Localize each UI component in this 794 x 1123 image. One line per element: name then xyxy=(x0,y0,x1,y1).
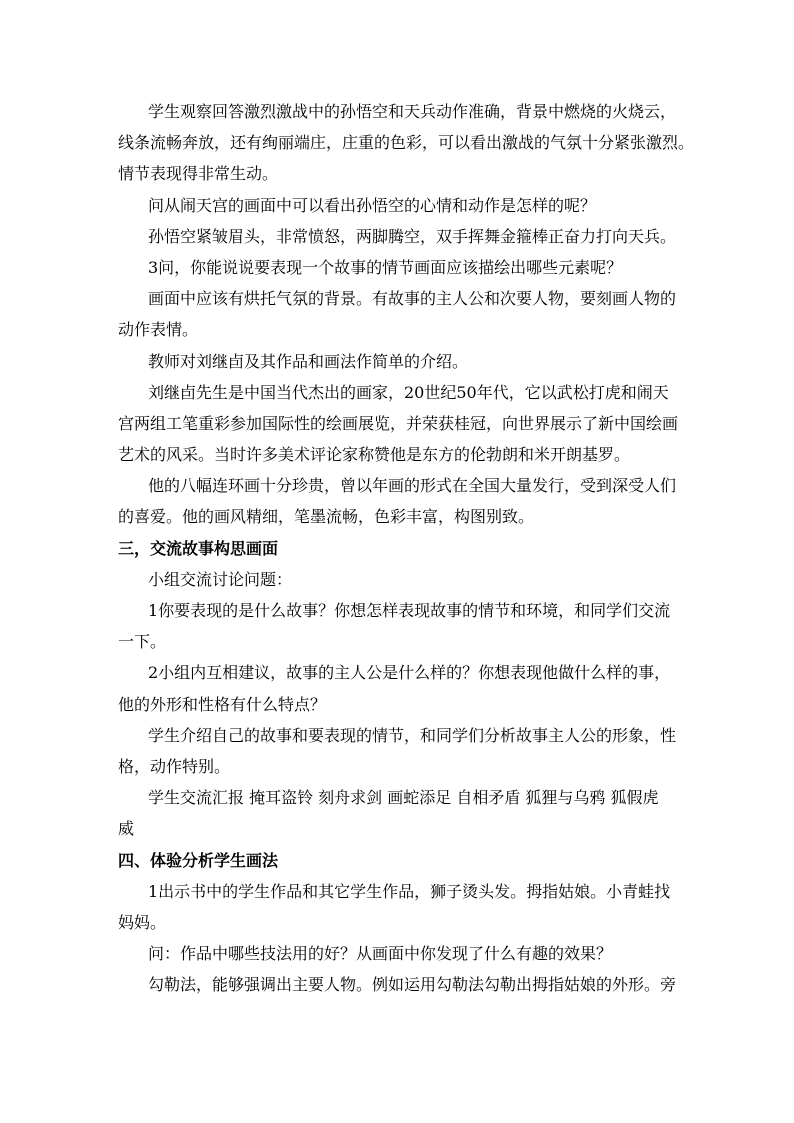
paragraph-line: 的喜爱。他的画风精细，笔墨流畅，色彩丰富，构图别致。 xyxy=(118,507,535,527)
paragraph-line: 格，动作特别。 xyxy=(118,756,231,776)
paragraph-line: 一下。 xyxy=(118,632,167,652)
paragraph-line: 他的八幅连环画十分珍贵，曾以年画的形式在全国大量发行，受到深受人们 xyxy=(148,476,677,496)
paragraph-line: 问：作品中哪些技法用的好？从画面中你发现了什么有趣的效果？ xyxy=(148,944,613,964)
paragraph-line: 妈妈。 xyxy=(118,912,167,932)
paragraph-line: 宫两组工笔重彩参加国际性的绘画展览，并荣获桂冠，向世界展示了新中国绘画 xyxy=(118,413,679,433)
paragraph-line: 学生交流汇报 掩耳盗铃 刻舟求剑 画蛇添足 自相矛盾 狐狸与乌鸦 狐假虎 xyxy=(148,788,659,808)
paragraph-line: 刘继卣先生是中国当代杰出的画家，20世纪50年代，它以武松打虎和闹天 xyxy=(148,382,669,402)
paragraph-line: 勾勒法，能够强调出主要人物。例如运用勾勒法勾勒出拇指姑娘的外形。旁 xyxy=(148,975,677,995)
paragraph-line: 3问，你能说说要表现一个故事的情节画面应该描绘出哪些元素呢？ xyxy=(148,257,623,277)
paragraph-line: 教师对刘继卣及其作品和画法作简单的介绍。 xyxy=(148,351,469,371)
paragraph-line: 动作表情。 xyxy=(118,320,199,340)
paragraph-line: 他的外形和性格有什么特点？ xyxy=(118,694,327,714)
paragraph-line: 1出示书中的学生作品和其它学生作品，狮子烫头发。拇指姑娘。小青蛙找 xyxy=(148,881,671,901)
paragraph-line: 孙悟空紧皱眉头，非常愤怒，两脚腾空，双手挥舞金箍棒正奋力打向天兵。 xyxy=(148,226,677,246)
paragraph-line: 艺术的风采。当时许多美术评论家称赞他是东方的伦勃朗和米开朗基罗。 xyxy=(118,445,631,465)
paragraph-line: 问从闹天宫的画面中可以看出孙悟空的心情和动作是怎样的呢？ xyxy=(148,195,597,215)
paragraph-line: 线条流畅奔放，还有绚丽端庄，庄重的色彩，可以看出激战的气氛十分紧张激烈。 xyxy=(118,133,695,153)
section-heading: 三，交流故事构思画面 xyxy=(118,538,279,558)
paragraph-line: 1你要表现的是什么故事？你想怎样表现故事的情节和环境，和同学们交流 xyxy=(148,601,671,620)
paragraph-line: 学生观察回答激烈激战中的孙悟空和天兵动作准确，背景中燃烧的火烧云， xyxy=(148,102,677,121)
paragraph-line: 威 xyxy=(118,819,135,839)
paragraph-line: 小组交流讨论问题： xyxy=(148,569,293,589)
paragraph-line: 情节表现得非常生动。 xyxy=(118,164,279,184)
document-page xyxy=(118,96,695,1000)
paragraph-line: 画面中应该有烘托气氛的背景。有故事的主人公和次要人物，要刻画人物的 xyxy=(148,289,677,309)
paragraph-line: 2小组内互相建议，故事的主人公是什么样的？你想表现他做什么样的事， xyxy=(148,663,671,683)
paragraph-line: 学生介绍自己的故事和要表现的情节，和同学们分析故事主人公的形象，性 xyxy=(148,725,677,745)
section-heading: 四、体验分析学生画法 xyxy=(118,850,279,870)
